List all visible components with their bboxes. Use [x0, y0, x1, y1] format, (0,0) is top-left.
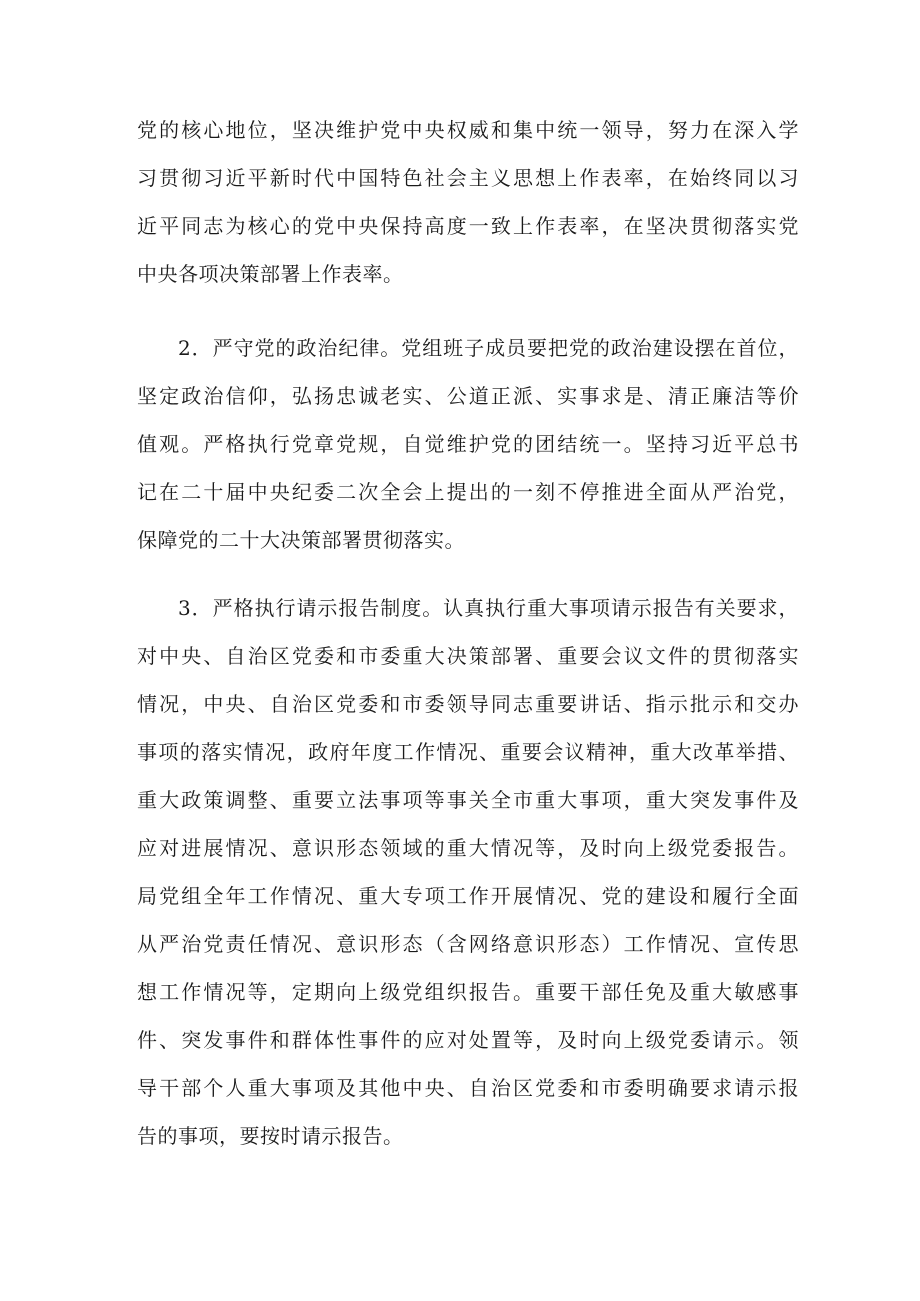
text-line: 情况，中央、自治区党委和市委领导同志重要讲话、指示批示和交办 [137, 692, 799, 716]
text-line: 事项的落实情况，政府年度工作情况、重要会议精神，重大改革举措、 [137, 740, 799, 764]
text-line: 导干部个人重大事项及其他中央、自治区党委和市委明确要求请示报 [137, 1076, 799, 1100]
text-line: 保障党的二十大决策部署贯彻落实。 [137, 528, 465, 552]
paragraph-3 [137, 584, 799, 1160]
text-line: 党的核心地位，坚决维护党中央权威和集中统一领导，努力在深入学 [137, 118, 799, 142]
text-line: 从严治党责任情况、意识形态（含网络意识形态）工作情况、宣传思 [137, 932, 799, 956]
text-line: 对中央、自治区党委和市委重大决策部署、重要会议文件的贯彻落实 [137, 644, 799, 668]
text-line: 重大政策调整、重要立法事项等事关全市重大事项，重大突发事件及 [137, 788, 799, 812]
text-line: 2．严守党的政治纪律。党组班子成员要把党的政治建设摆在首位， [178, 336, 799, 360]
text-line: 想工作情况等，定期向上级党组织报告。重要干部任免及重大敏感事 [137, 980, 799, 1004]
text-line: 近平同志为核心的党中央保持高度一致上作表率，在坚决贯彻落实党 [137, 214, 799, 238]
text-line: 局党组全年工作情况、重大专项工作开展情况、党的建设和履行全面 [137, 884, 799, 908]
text-line: 记在二十届中央纪委二次全会上提出的一刻不停推进全面从严治党， [137, 480, 799, 504]
text-line: 件、突发事件和群体性事件的应对处置等，及时向上级党委请示。领 [137, 1028, 799, 1052]
text-line: 中央各项决策部署上作表率。 [137, 262, 404, 286]
text-line: 值观。严格执行党章党规，自觉维护党的团结统一。坚持习近平总书 [137, 432, 799, 456]
text-line: 3．严格执行请示报告制度。认真执行重大事项请示报告有关要求， [178, 596, 799, 620]
text-line: 应对进展情况、意识形态领域的重大情况等，及时向上级党委报告。 [137, 836, 799, 860]
paragraph-2 [137, 324, 799, 564]
text-line: 习贯彻习近平新时代中国特色社会主义思想上作表率，在始终同以习 [137, 166, 799, 190]
paragraph-1 [137, 106, 799, 298]
text-line: 坚定政治信仰，弘扬忠诚老实、公道正派、实事求是、清正廉洁等价 [137, 384, 799, 408]
text-line: 告的事项，要按时请示报告。 [137, 1124, 404, 1148]
